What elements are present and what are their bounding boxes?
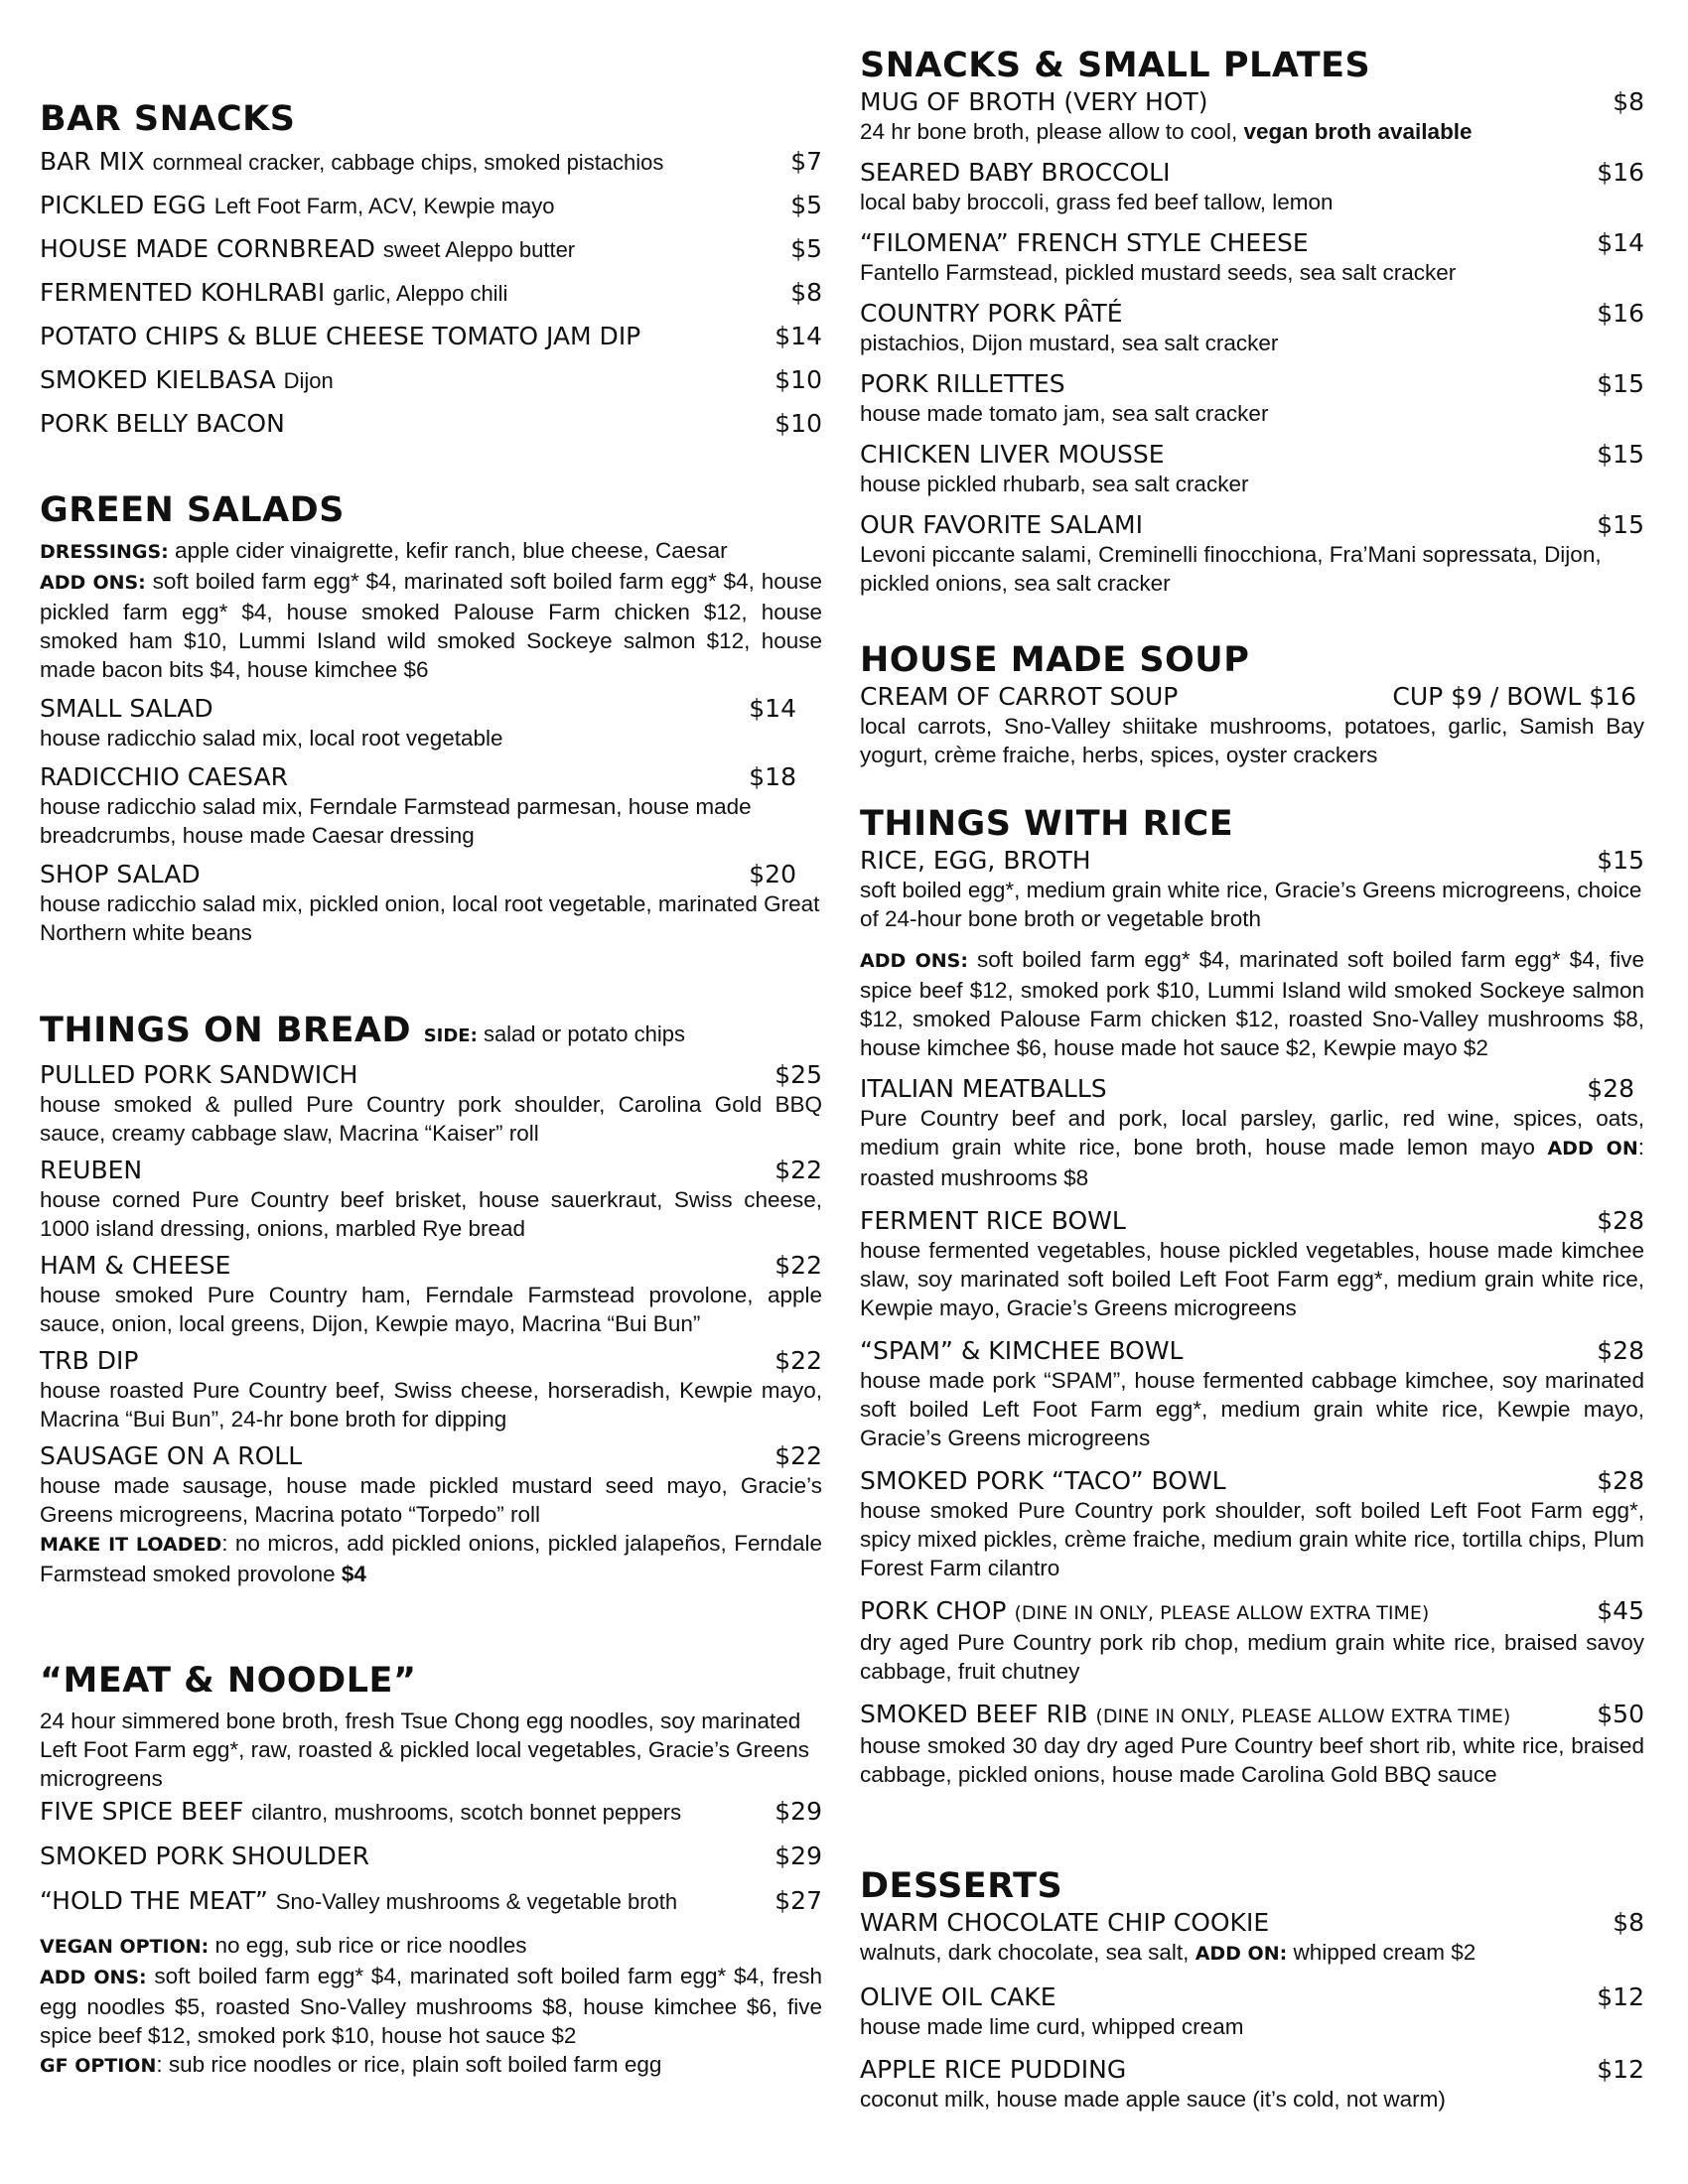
item-name: PORK RILLETTES [860,369,1065,398]
item-header [860,1206,1644,1236]
item-name: PULLED PORK SANDWICH [40,1060,358,1089]
item-name: HAM & CHEESE [40,1251,231,1280]
item-name-group [860,1982,1056,2012]
item-inline-desc: Sno-Valley mushrooms & vegetable broth [275,1889,678,1914]
item-name-group [40,365,334,396]
item-name: FERMENTED KOHLRABI [40,278,326,307]
section-title: “MEAT & NOODLE” [40,1661,417,1701]
menu-item [860,158,1644,216]
desc-text: house made pork “SPAM”, house fermented cabbage kimchee, soy marinated soft boiled Left Foot Farm egg*, medium grain white rice, Kewpie mayo, Gracie’s Greens microgreens [860,1368,1644,1450]
menu-item [860,2055,1644,2114]
house-soup-section [860,640,1644,769]
item-header [860,1982,1644,2012]
item-header [860,1596,1644,1628]
item-price: $16 [1597,299,1644,328]
menu-item [40,694,822,752]
salad-addons [40,567,822,684]
item-price: $22 [774,1156,822,1184]
addon-text: : roasted mushrooms $8 [860,1135,1644,1190]
item-description [860,1366,1644,1452]
item-header [860,158,1644,188]
item-description [860,1938,1644,1969]
item-note: (DINE IN ONLY, PLEASE ALLOW EXTRA TIME) [1014,1602,1430,1624]
item-name-group [40,234,575,265]
item-name: WARM CHOCOLATE CHIP COOKIE [860,1908,1270,1937]
item-name-group [40,1060,357,1090]
item-description [40,1281,822,1338]
menu-item [40,1060,822,1148]
menu-item [860,228,1644,287]
item-name: PORK BELLY BACON [40,409,285,438]
item-name-group [860,369,1065,399]
meat-noodle-intro: 24 hour simmered bone broth, fresh Tsue Chong egg noodles, soy marinated Left Foot Farm egg*, raw, roasted & pickled local vegetables, Gracie’s Greens microgreens [40,1708,809,1791]
item-name-group [860,510,1143,540]
loaded-label: MAKE IT LOADED [40,1534,222,1556]
item-name-group [40,1797,681,1828]
item-header [40,1251,822,1281]
menu-item [40,278,822,322]
item-name-group [40,1441,302,1471]
menu-item [40,234,822,278]
item-name-group [40,694,213,724]
item-name-group [860,1596,1429,1628]
dressings-text: apple cider vinaigrette, kefir ranch, blue cheese, Caesar [175,538,728,563]
item-name: SMALL SALAD [40,694,213,723]
addon-text: whipped cream $2 [1287,1940,1477,1965]
item-description [40,792,822,850]
item-name: RICE, EGG, BROTH [860,846,1091,875]
item-header [860,1466,1644,1496]
item-name-group [860,1908,1269,1938]
item-note: (DINE IN ONLY, PLEASE ALLOW EXTRA TIME) [1095,1706,1511,1727]
item-price: $28 [1597,1466,1644,1495]
item-name-group [860,299,1123,329]
item-name-group [860,1206,1126,1236]
menu-item [860,299,1644,357]
menu-item [860,682,1644,769]
item-description [860,329,1644,357]
menu-item [860,1466,1644,1582]
dressings-line [40,536,822,567]
item-price: $12 [1597,2055,1644,2084]
desc-text: house made lime curd, whipped cream [860,2014,1244,2039]
item-name-group [860,1336,1183,1366]
item-header [40,762,822,792]
section-title: HOUSE MADE SOUP [860,640,1250,680]
item-price: $50 [1597,1700,1644,1728]
item-description [860,470,1644,498]
item-price: $27 [774,1886,822,1915]
item-price: $14 [749,694,796,723]
item-description: soft boiled egg*, medium grain white rice, Gracie’s Greens microgreens, choice of 24-hour bone broth or vegetable broth [860,878,1642,931]
item-description [860,712,1644,769]
section-title: GREEN SALADS [40,490,345,530]
item-price: $14 [1597,228,1644,257]
item-name-group [860,682,1178,712]
item-price: $28 [1597,1336,1644,1365]
menu-item [40,322,822,365]
item-name-group [40,860,201,889]
addons-label: ADD ONS: [40,572,146,594]
side-note [424,1022,685,1046]
addon-label: ADD ON [1547,1138,1638,1160]
menu-item [860,1700,1644,1789]
dressings-label: DRESSINGS: [40,541,169,563]
item-description [860,1104,1644,1192]
item-description [40,889,822,947]
item-header [860,2055,1644,2085]
desc-text: house smoked & pulled Pure Country pork shoulder, Carolina Gold BBQ sauce, creamy cabbage slaw, Macrina “Kaiser” roll [40,1092,822,1146]
item-name-group [860,87,1208,117]
desc-text: coconut milk, house made apple sauce (it’s cold, not warm) [860,2087,1446,2112]
item-name: “HOLD THE MEAT” [40,1886,268,1915]
menu-item [860,87,1644,146]
item-inline-desc: garlic, Aleppo chili [333,281,508,306]
item-price: $16 [1597,158,1644,187]
item-name-group [40,1251,230,1281]
gf-option [40,2050,822,2081]
make-it-loaded [40,1529,822,1588]
desc-bold: vegan broth available [1243,119,1473,144]
item-price: $22 [774,1251,822,1280]
item-price: $15 [1597,846,1644,875]
item-header [860,228,1644,258]
noodle-addons [40,1962,822,2050]
desc-text: Levoni piccante salami, Creminelli finocchiona, Fra’Mani sopressata, Dijon, pickled onions, sea salt cracker [860,542,1602,596]
addons-text: soft boiled farm egg* $4, marinated soft boiled farm egg* $4, house pickled farm egg* $4, house smoked Palouse Farm chicken $12, house smoked ham $10, Lummi Island wild smoked Sockeye salmon $12, house made bacon bits $4, house kimchee $6 [40,569,822,682]
desc-text: walnuts, dark chocolate, sea salt, [860,1940,1196,1965]
menu-item [40,191,822,234]
things-on-bread-section [40,1011,822,1588]
item-name-group [40,322,640,351]
item-name-group [40,1886,677,1917]
snacks-small-plates-section [860,46,1644,598]
gf-label: GF OPTION [40,2055,157,2077]
desc-text: local carrots, Sno-Valley shiitake mushrooms, potatoes, garlic, Samish Bay yogurt, crème fraiche, herbs, spices, oyster crackers [860,714,1644,767]
item-price: $22 [774,1441,822,1470]
desc-text: 24 hr bone broth, please allow to cool, [860,119,1244,144]
item-price: $18 [749,762,796,791]
item-header [40,1156,822,1185]
desc-text: house smoked 30 day dry aged Pure Country beef short rib, white rice, braised cabbage, pickled onions, house made Carolina Gold BBQ sauce [860,1733,1644,1787]
item-name: HOUSE MADE CORNBREAD [40,234,375,263]
meat-noodle-section [40,1661,822,2081]
item-header [860,1336,1644,1366]
menu-item [40,1251,822,1338]
item-description [860,188,1644,216]
item-description [860,1628,1644,1686]
item-name: REUBEN [40,1156,143,1184]
item-name-group [860,1700,1510,1731]
item-header [860,510,1644,540]
item-inline-desc: sweet Aleppo butter [382,237,576,262]
menu-item [860,1982,1644,2041]
item-price: $15 [1597,440,1644,469]
item-description [860,258,1644,287]
menu-item [860,1074,1644,1192]
section-title [40,1011,822,1056]
item-name: MUG OF BROTH (VERY HOT) [860,87,1208,116]
item-price: $20 [749,860,796,888]
item-description [860,2012,1644,2041]
section-title: THINGS WITH RICE [860,804,1234,844]
item-name-group [40,762,288,792]
menu-item [40,1842,822,1886]
addons-label: ADD ONS: [860,950,968,972]
menu-item [40,1441,822,1529]
menu-item [40,1156,822,1243]
menu-item [40,147,822,191]
item-price: CUP $9 / BOWL $16 [1392,682,1636,711]
item-name: “FILOMENA” FRENCH STYLE CHEESE [860,228,1309,257]
item-name-group [40,147,663,178]
item-price: $10 [774,409,822,438]
item-header [860,682,1644,712]
item-name: OUR FAVORITE SALAMI [860,510,1143,539]
menu-item [40,860,822,947]
menu-item [40,365,822,409]
item-header [860,87,1644,117]
item-price: $29 [774,1797,822,1826]
addons-text: soft boiled farm egg* $4, marinated soft boiled farm egg* $4, five spice beef $12, smoked pork $10, Lummi Island wild smoked Sockeye salmon $12, smoked Palouse Farm chicken $12, roasted Sno-Valley mushrooms $8, house kimchee $6, house made hot sauce $2, Kewpie mayo $2 [860,947,1644,1060]
menu-item [860,846,1644,933]
item-header [860,1908,1644,1938]
item-description [860,2085,1644,2114]
menu-item [860,510,1644,598]
item-name: SAUSAGE ON A ROLL [40,1441,303,1470]
item-price: $25 [774,1060,822,1089]
vegan-option [40,1931,822,1962]
rice-addons [860,945,1644,1062]
item-price: $45 [1597,1596,1644,1625]
menu-item [860,369,1644,428]
gf-text: : sub rice noodles or rice, plain soft boiled farm egg [156,2052,662,2077]
item-header [40,1346,822,1376]
item-price: $28 [1587,1074,1634,1103]
item-price: $8 [1613,87,1644,116]
item-price: $15 [1597,510,1644,539]
item-name: BAR MIX [40,147,145,176]
desc-text: house made sausage, house made pickled mustard seed mayo, Gracie’s Greens microgreens, Macrina potato “Torpedo” roll [40,1473,822,1527]
item-name: SHOP SALAD [40,860,201,888]
item-name-group [860,228,1309,258]
menu-item [860,1596,1644,1686]
menu-item [40,409,822,453]
loaded-text: : no micros, add pickled onions, pickled jalapeños, Ferndale Farmstead smoked provolone [40,1531,822,1586]
menu-item [860,1336,1644,1452]
section-title: SNACKS & SMALL PLATES [860,46,1371,85]
item-name-group [40,1156,142,1185]
addons-text: soft boiled farm egg* $4, marinated soft boiled farm egg* $4, fresh egg noodles $5, roasted Sno-Valley mushrooms $8, house kimchee $6, five spice beef $12, smoked pork $10, house hot sauce $2 [40,1964,822,2048]
addon-label: ADD ON: [1195,1943,1288,1965]
menu-item [860,440,1644,498]
item-description [860,117,1644,146]
item-description [40,1471,822,1529]
item-name: RADICCHIO CAESAR [40,762,288,791]
item-name: OLIVE OIL CAKE [860,1982,1056,2011]
item-price: $29 [774,1842,822,1870]
item-name: SMOKED KIELBASA [40,365,276,394]
item-description [860,1496,1644,1582]
section-title: BAR SNACKS [40,99,296,139]
item-price: $5 [790,191,822,219]
desc-text: Pure Country beef and pork, local parsley, garlic, red wine, spices, oats, medium grain white rice, bone broth, house made lemon mayo [860,1106,1644,1160]
green-salads-section [40,490,822,947]
item-price: $15 [1597,369,1644,398]
desc-text: house fermented vegetables, house pickled vegetables, house made kimchee slaw, soy marinated soft boiled Left Foot Farm egg*, medium grain white rice, Kewpie mayo, Gracie’s Greens microgreens [860,1238,1644,1320]
item-description [40,1376,822,1433]
desc-text: house smoked Pure Country pork shoulder, soft boiled Left Foot Farm egg*, spicy mixed pickles, crème fraiche, medium grain white rice, tortilla chips, Plum Forest Farm cilantro [860,1498,1644,1580]
item-name-group [860,1466,1226,1496]
item-description [40,1090,822,1148]
section-title-text: THINGS ON BREAD [40,1011,412,1050]
desserts-section [860,1866,1644,2114]
menu-item [860,1908,1644,1969]
item-name: APPLE RICE PUDDING [860,2055,1127,2084]
section-title: DESSERTS [860,1866,1063,1906]
desc-text: pistachios, Dijon mustard, sea salt cracker [860,331,1279,355]
desc-text: Fantello Farmstead, pickled mustard seeds, sea salt cracker [860,260,1457,285]
menu-item [40,1886,822,1931]
item-price: $5 [790,234,822,263]
desc-text: house smoked Pure Country ham, Ferndale Farmstead provolone, apple sauce, onion, local greens, Dijon, Kewpie mayo, Macrina “Bui Bun” [40,1283,822,1336]
item-name-group [860,440,1165,470]
desc-text: house roasted Pure Country beef, Swiss cheese, horseradish, Kewpie mayo, Macrina “Bui Bun”, 24-hr bone broth for dipping [40,1378,822,1432]
item-name: SEARED BABY BROCCOLI [860,158,1171,187]
desc-text: house made tomato jam, sea salt cracker [860,401,1269,426]
item-price: $12 [1597,1982,1644,2011]
things-with-rice-section [860,804,1644,1789]
item-description [40,1185,822,1243]
item-name-group [40,1842,369,1871]
item-name: COUNTRY PORK PÂTÉ [860,299,1123,328]
desc-text: house corned Pure Country beef brisket, house sauerkraut, Swiss cheese, 1000 island dressing, onions, marbled Rye bread [40,1187,822,1241]
item-price: $28 [1597,1206,1644,1235]
menu-item [40,1346,822,1433]
item-name-group [860,158,1170,188]
vegan-text: no egg, sub rice or rice noodles [214,1933,527,1958]
item-inline-desc: Left Foot Farm, ACV, Kewpie mayo [213,194,555,218]
item-description [860,540,1644,598]
side-text: salad or potato chips [483,1022,685,1046]
desc-text: house radicchio salad mix, Ferndale Farmstead parmesan, house made breadcrumbs, house made Caesar dressing [40,794,752,848]
desc-text: local baby broccoli, grass fed beef tallow, lemon [860,190,1334,214]
item-price: $7 [790,147,822,176]
item-price: $8 [790,278,822,307]
item-price: $10 [774,365,822,394]
desc-text: house pickled rhubarb, sea salt cracker [860,472,1249,496]
item-name: TRB DIP [40,1346,139,1375]
item-name-group [860,2055,1126,2085]
item-name-group [40,409,285,439]
item-price: $14 [774,322,822,350]
item-header [860,1700,1644,1731]
item-inline-desc: cilantro, mushrooms, scotch bonnet peppers [251,1800,682,1825]
menu-item [40,1797,822,1842]
loaded-price: $4 [341,1562,366,1586]
menu-item [860,1206,1644,1322]
item-name: ITALIAN MEATBALLS [860,1074,1107,1103]
item-description [860,1236,1644,1322]
item-name: POTATO CHIPS & BLUE CHEESE TOMATO JAM DIP [40,322,641,350]
item-name: PICKLED EGG [40,191,207,219]
item-inline-desc: Dijon [283,368,334,393]
item-name: CHICKEN LIVER MOUSSE [860,440,1165,469]
item-name: “SPAM” & KIMCHEE BOWL [860,1336,1184,1365]
item-price: $22 [774,1346,822,1375]
item-inline-desc: cornmeal cracker, cabbage chips, smoked pistachios [152,150,664,175]
menu-item [40,762,822,850]
item-description [40,724,822,752]
item-description [860,1731,1644,1789]
item-name: PORK CHOP [860,1596,1007,1625]
item-name: SMOKED BEEF RIB [860,1700,1088,1728]
desc-text: house radicchio salad mix, local root vegetable [40,726,503,751]
item-header [860,440,1644,470]
desc-text: house radicchio salad mix, pickled onion, local root vegetable, marinated Great Northern white beans [40,891,820,945]
item-price: $8 [1613,1908,1644,1937]
side-label: SIDE: [423,1025,478,1046]
item-header [40,860,822,889]
bar-snacks-section [40,99,822,453]
item-name-group [40,278,507,309]
item-description [860,399,1644,428]
item-header [40,694,822,724]
item-name: SMOKED PORK SHOULDER [40,1842,369,1870]
desc-text: dry aged Pure Country pork rib chop, medium grain white rice, braised savoy cabbage, fruit chutney [860,1630,1644,1684]
item-name: SMOKED PORK “TACO” BOWL [860,1466,1226,1495]
item-name-group [40,191,555,221]
item-name-group [40,1346,138,1376]
item-name: FIVE SPICE BEEF [40,1797,244,1826]
item-header [860,299,1644,329]
vegan-label: VEGAN OPTION: [40,1936,210,1958]
item-header [40,1060,822,1090]
item-name: CREAM OF CARROT SOUP [860,682,1179,711]
item-header [40,1441,822,1471]
item-name: FERMENT RICE BOWL [860,1206,1126,1235]
addons-label: ADD ONS: [40,1967,147,1988]
item-header [860,369,1644,399]
